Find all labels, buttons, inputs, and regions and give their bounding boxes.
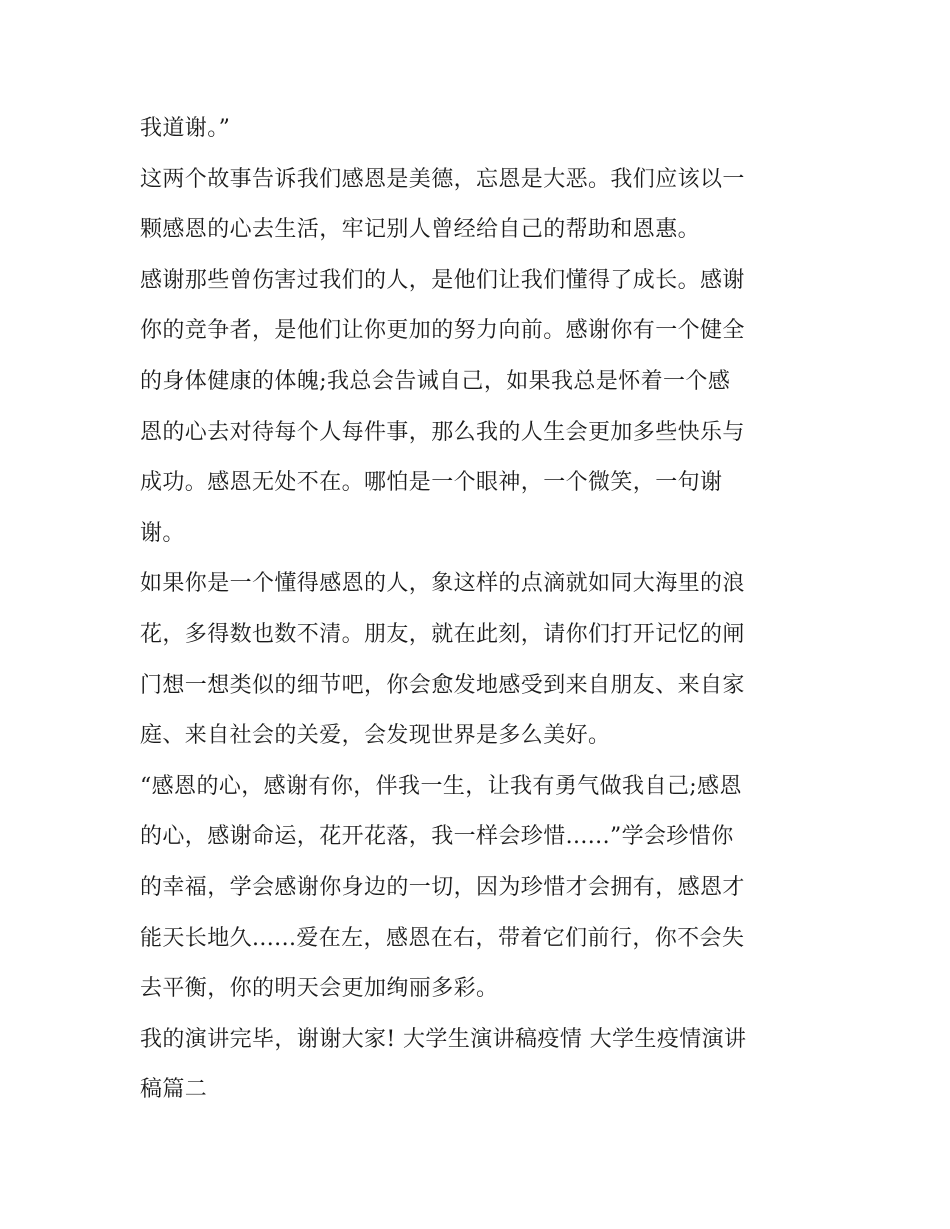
text-line: 的幸福，学会感谢你身边的一切，因为珍惜才会拥有，感恩才	[140, 874, 745, 900]
text-line: 感谢那些曾伤害过我们的人，是他们让我们懂得了成长。感谢	[140, 267, 745, 293]
text-line: 能天长地久......爱在左，感恩在右，带着它们前行，你不会失	[140, 925, 745, 951]
text-line: 庭、来自社会的关爱，会发现世界是多么美好。	[140, 723, 611, 749]
text-line: 花，多得数也数不清。朋友，就在此刻，请你们打开记忆的闸	[140, 621, 745, 647]
text-line: 颗感恩的心去生活，牢记别人曾经给自己的帮助和恩惠。	[140, 217, 701, 243]
text-line: 门想一想类似的细节吧，你会愈发地感受到来自朋友、来自家	[140, 672, 745, 698]
text-line: 我的演讲完毕，谢谢大家! 大学生演讲稿疫情 大学生疫情演讲	[140, 1026, 747, 1052]
text-line: 谢。	[140, 520, 185, 546]
text-line: 这两个故事告诉我们感恩是美德，忘恩是大恶。我们应该以一	[140, 166, 745, 192]
text-line: 成功。感恩无处不在。哪怕是一个眼神，一个微笑，一句谢	[140, 470, 723, 496]
text-line: “感恩的心，感谢有你，伴我一生，让我有勇气做我自己;感恩	[140, 773, 742, 799]
text-line: 的身体健康的体魄;我总会告诫自己，如果我总是怀着一个感	[140, 368, 731, 394]
text-line: 去平衡，你的明天会更加绚丽多彩。	[140, 976, 499, 1002]
text-line: 的心，感谢命运，花开花落，我一样会珍惜......”学会珍惜你	[140, 824, 734, 850]
text-line: 我道谢。”	[140, 116, 231, 141]
text-line: 如果你是一个懂得感恩的人，象这样的点滴就如同大海里的浪	[140, 571, 745, 597]
text-line: 恩的心去对待每个人每件事，那么我的人生会更加多些快乐与	[140, 419, 745, 445]
text-line: 你的竞争者，是他们让你更加的努力向前。感谢你有一个健全	[140, 318, 745, 344]
document-body	[140, 104, 820, 1116]
text-line: 稿篇二	[140, 1077, 208, 1103]
